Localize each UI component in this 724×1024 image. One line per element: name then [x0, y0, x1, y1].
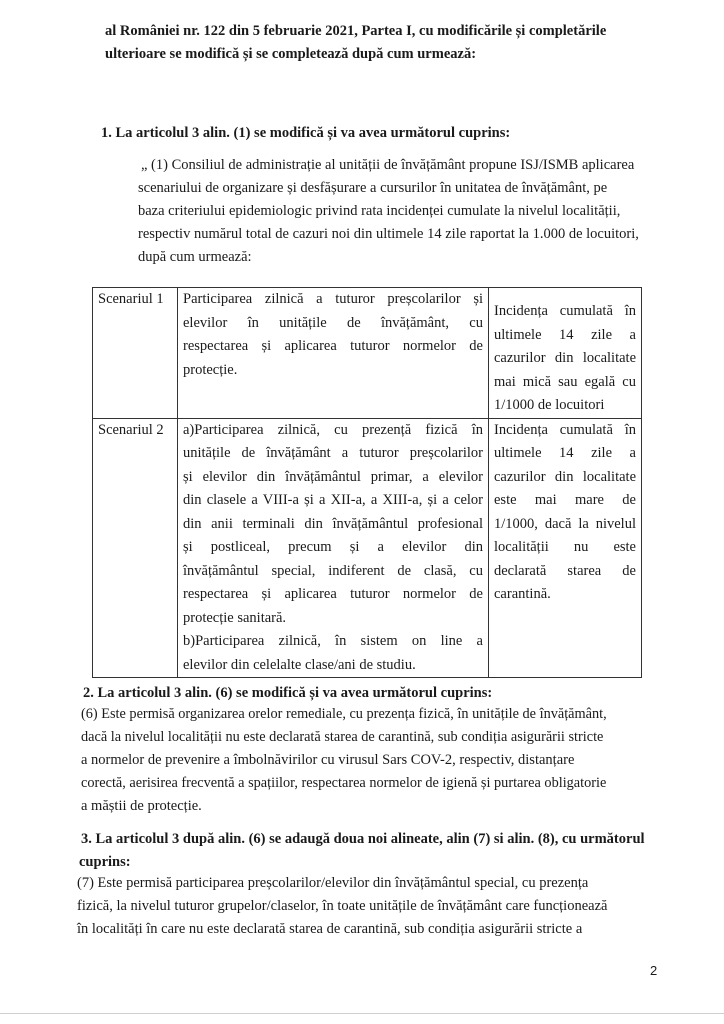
- scenario-condition-cell: [489, 418, 642, 678]
- section2-line-5: a măștii de protecție.: [81, 798, 202, 814]
- scenario-name: Scenariul 2: [98, 421, 164, 438]
- section2-line-1: (6) Este permisă organizarea orelor remediale, cu prezența fizică, în unitățile de învățământ,: [81, 706, 607, 722]
- description-line: Participarea zilnică a tuturor preșcolarilor și: [183, 291, 483, 307]
- section1-line-2: scenariului de organizare și desfășurare a cursurilor în unitatea de învățământ, pe: [138, 180, 608, 196]
- scenario-condition-cell: [489, 288, 642, 419]
- page-edge: [0, 1013, 724, 1014]
- description-line: elevilor în unitățile de învățământ, cu: [183, 314, 483, 331]
- description-line: respectarea și aplicarea tuturor normelor de: [183, 338, 483, 354]
- description-line: b)Participarea zilnică, în sistem on line a: [183, 633, 483, 649]
- section1-heading: 1. La articolul 3 alin. (1) se modifică și va avea următorul cuprins:: [101, 125, 511, 141]
- scenario-description-cell: [178, 288, 489, 419]
- table-row: [93, 418, 642, 678]
- section1-line-5: după cum urmează:: [138, 249, 252, 265]
- condition-line: cazurilor din localitate: [494, 350, 636, 366]
- section2-line-4: corectă, aerisirea frecventă a spațiilor, respectarea normelor de igienă și purtarea obligatorie: [81, 775, 607, 791]
- intro-line-1: al României nr. 122 din 5 februarie 2021, Partea I, cu modificările și completările: [105, 23, 607, 39]
- condition-line: mai mică sau egală cu: [494, 373, 636, 390]
- section1-line-4: respectiv numărul total de cazuri noi din ultimele 14 zile raportat la 1.000 de locuitori,: [138, 226, 639, 242]
- section2-heading: 2. La articolul 3 alin. (6) se modifică și va avea următorul cuprins:: [83, 685, 493, 701]
- condition-line: 1/1000 de locuitori: [494, 397, 605, 413]
- condition-line: 1/1000, dacă la nivelul: [494, 515, 636, 532]
- page-number: 2: [650, 963, 658, 978]
- section3-heading-continued: cuprins:: [79, 854, 131, 870]
- section2-line-3: a normelor de prevenire a îmbolnăvirilor cu virusul Sars COV-2, respectiv, distanțare: [81, 752, 575, 768]
- section3-line-3: în localități în care nu este declarată starea de carantină, sub condiția asigurării stricte a: [77, 921, 583, 937]
- description-line: și postliceal, precum și a elevilor din: [183, 539, 483, 555]
- scenario-name-cell: [93, 288, 178, 419]
- description-line: și elevilor din învățământul primar, a elevilor: [183, 468, 483, 485]
- condition-line: declarată starea de: [494, 562, 636, 579]
- section2-line-2: dacă la nivelul localității nu este declarată starea de carantină, sub condiția asigurării stricte: [81, 729, 604, 745]
- section3-line-1: (7) Este permisă participarea preșcolarilor/elevilor din învățământul special, cu prezența: [77, 875, 589, 891]
- section1-line-1: „ (1) Consiliul de administrație al unității de învățământ propune ISJ/ISMB aplicarea: [141, 157, 635, 173]
- intro-line-2: ulterioare se modifică și se completează după cum urmează:: [105, 46, 477, 62]
- condition-line: Incidența cumulată în: [494, 303, 636, 319]
- description-line: protecție.: [183, 361, 238, 378]
- scenario-name-cell: [93, 418, 178, 678]
- section3-line-2: fizică, la nivelul tuturor grupelor/claselor, în toate unitățile de învățământ care funcționează: [77, 898, 608, 914]
- condition-line: Incidența cumulată în: [494, 421, 636, 438]
- condition-line: cazurilor din localitate: [494, 468, 636, 485]
- description-line: a)Participarea zilnică, cu prezență fizică în: [183, 421, 483, 438]
- description-line: respectarea și aplicarea tuturor normelor de: [183, 586, 483, 602]
- condition-line: ultimele 14 zile a: [494, 326, 636, 343]
- description-line: învățământul special, indiferent de clasă, cu: [183, 562, 483, 579]
- condition-line: localității nu este: [494, 539, 636, 555]
- description-line: protecție sanitară.: [183, 609, 287, 626]
- description-line: unitățile de învățământ a tuturor preșcolarilor: [183, 445, 483, 461]
- condition-line: carantină.: [494, 586, 551, 602]
- scenario-table: [92, 287, 642, 678]
- section3-heading: 3. La articolul 3 după alin. (6) se adaugă doua noi alineate, alin (7) si alin. (8), cu următorul: [81, 831, 645, 847]
- table-row: [93, 288, 642, 419]
- description-line: elevilor din celelalte clase/ani de studiu.: [183, 656, 416, 673]
- condition-line: este mai mare de: [494, 492, 636, 508]
- scenario-name: Scenariul 1: [98, 291, 164, 307]
- section1-line-3: baza criteriului epidemiologic privind rata incidenței cumulate la nivelul localității,: [138, 203, 621, 219]
- description-line: din clasele a VIII-a și a XII-a, a XIII-a, și a celor: [183, 492, 483, 508]
- condition-line: ultimele 14 zile a: [494, 445, 636, 461]
- scenario-description-cell: [178, 418, 489, 678]
- description-line: din anii terminali din învățământul profesional: [183, 515, 483, 532]
